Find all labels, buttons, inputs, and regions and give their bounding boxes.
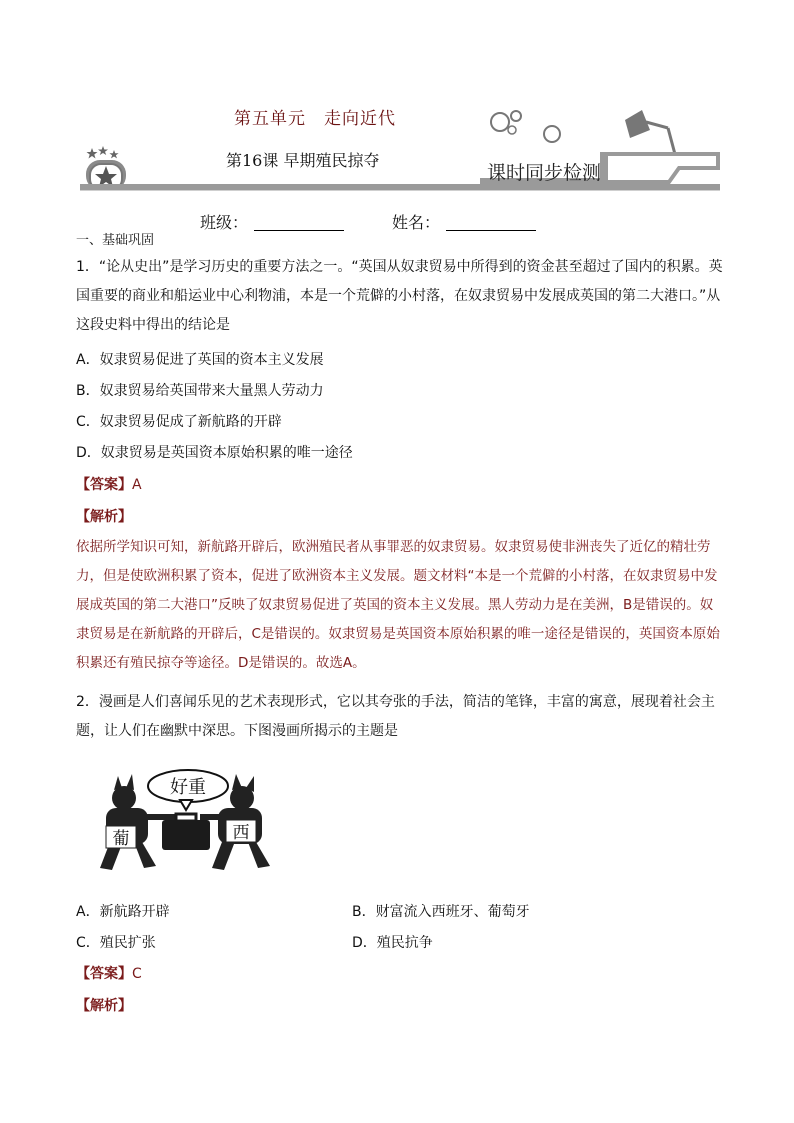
answer-value: C bbox=[132, 966, 142, 982]
class-blank bbox=[254, 214, 344, 231]
unit-title: 第五单元 走向近代 bbox=[234, 109, 396, 129]
question-2-stem: 2．漫画是人们喜闻乐见的艺术表现形式，它以其夸张的手法，简洁的笔锋，丰富的寓意，展现着社会主题，让人们在幽默中深思。下图漫画所揭示的主题是 bbox=[76, 694, 715, 739]
question-2-option-c: C．殖民扩张 bbox=[76, 935, 156, 951]
question-1-analysis-label: 【解析】 bbox=[76, 509, 132, 525]
comic-bubble-text: 好重 bbox=[170, 777, 206, 798]
student-info-line bbox=[200, 210, 536, 233]
question-2-answer bbox=[76, 964, 142, 984]
comic-illustration bbox=[96, 768, 276, 878]
question-2-option-d: D．殖民抗争 bbox=[352, 935, 433, 951]
question-1-option-b: B．奴隶贸易给英国带来大量黑人劳动力 bbox=[76, 383, 324, 399]
question-1-option-c: C．奴隶贸易促成了新航路的开辟 bbox=[76, 414, 282, 430]
question-1-answer bbox=[76, 475, 142, 495]
name-blank bbox=[446, 214, 536, 231]
question-2-analysis-label: 【解析】 bbox=[76, 998, 132, 1014]
answer-label: 【答案】 bbox=[76, 477, 132, 493]
section-badge: 课时同步检测 bbox=[487, 162, 602, 184]
header-band-line bbox=[80, 190, 720, 191]
question-1-option-a: A．奴隶贸易促进了英国的资本主义发展 bbox=[76, 352, 324, 368]
question-1-stem: 1．“论从史出”是学习历史的重要方法之一。“英国从奴隶贸易中所得到的资金甚至超过了国内的积累。英国重要的商业和船运业中心利物浦，本是一个荒僻的小村落，在奴隶贸易中发展成英国的第二大港口。”从这段史料中得出的结论是 bbox=[76, 259, 723, 333]
answer-value: A bbox=[132, 477, 142, 493]
comic-label-portugal: 葡 bbox=[112, 829, 130, 849]
question-2-option-a: A．新航路开辟 bbox=[76, 904, 170, 920]
class-label: 班级： bbox=[200, 213, 249, 232]
question-2-option-b: B．财富流入西班牙、葡萄牙 bbox=[352, 904, 530, 920]
section-heading: 一、基础巩固 bbox=[76, 233, 155, 248]
answer-label: 【答案】 bbox=[76, 966, 132, 982]
question-1-analysis: 依据所学知识可知，新航路开辟后，欧洲殖民者从事罪恶的奴隶贸易。奴隶贸易使非洲丧失了近亿的精壮劳力，但是使欧洲积累了资本，促进了欧洲资本主义发展。题文材料“本是一个荒僻的小村落，在奴隶贸易中发展成英国的第二大港口”反映了奴隶贸易促进了英国的资本主义发展。黑人劳动力是在美洲，B是错误的。奴隶贸易是在新航路的开辟后，C是错误的。奴隶贸易是英国资本原始积累的唯一途径是错误的，英国资本原始积累还有殖民掠夺等途径。D是错误的。故选A。 bbox=[76, 539, 720, 671]
lesson-title: 第16课 早期殖民掠夺 bbox=[226, 151, 380, 170]
comic-label-spain: 西 bbox=[232, 823, 250, 843]
question-1-option-d: D．奴隶贸易是英国资本原始积累的唯一途径 bbox=[76, 445, 353, 461]
name-label: 姓名： bbox=[392, 213, 441, 232]
